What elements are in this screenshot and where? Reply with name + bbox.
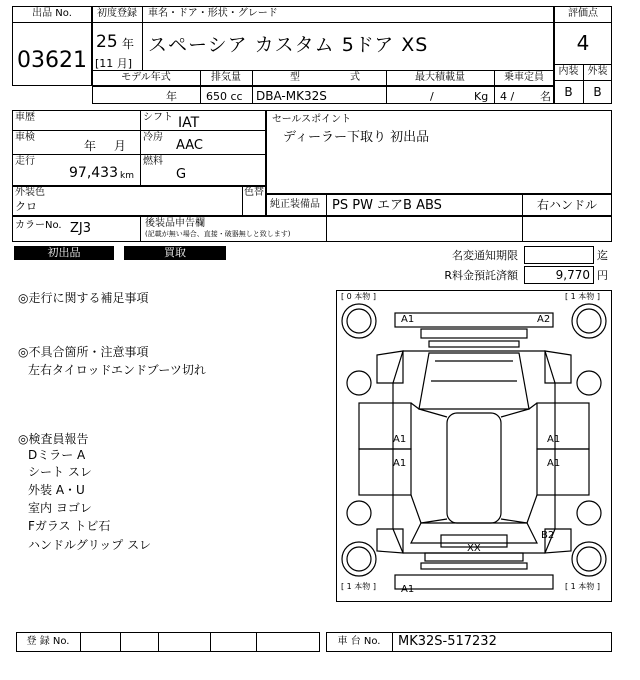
mileage-unit: km <box>120 171 134 181</box>
exterior-label: 外装 <box>587 66 608 77</box>
recycle-label: R料金預託済額 <box>444 269 518 282</box>
damage-mark-rear-center: XX <box>467 543 481 554</box>
bracket-top-right: [ 1 本物 ] <box>565 292 600 301</box>
purchase-badge: 買取 <box>124 246 226 260</box>
shaken-label: 車検 <box>15 132 35 143</box>
inspector-line: Fガラス トビ石 <box>28 519 111 533</box>
car-diagram-drawing <box>337 291 611 601</box>
fuel-value: G <box>176 167 187 182</box>
damage-mark-rear-bumper: A1 <box>401 584 415 595</box>
displacement-label: 排気量 <box>211 72 241 83</box>
exterior-grade: B <box>593 85 602 99</box>
lot-number-label: 出品 No. <box>32 8 72 19</box>
inspector-line: 外装 A・U <box>28 483 85 497</box>
mileage: 97,433 <box>69 165 118 181</box>
lot-number: 03621 <box>17 48 87 73</box>
shift-label: シフト <box>143 112 173 123</box>
color-value: クロ <box>15 200 37 213</box>
color-change-label: 色替 <box>244 187 264 198</box>
color-no: ZJ3 <box>70 221 92 236</box>
interior-label: 内装 <box>558 66 579 77</box>
damage-mark-right-door-rear: A1 <box>547 458 561 469</box>
registration-year: 25 <box>96 32 118 52</box>
capacity: 4 / <box>500 90 515 103</box>
shaken-value: 年 月 <box>84 139 126 153</box>
damage-mark-left-door-rear: A1 <box>393 458 407 469</box>
color-label: 外装色 <box>15 187 45 198</box>
capacity-unit: 名 <box>540 90 551 103</box>
max-load-slash: / <box>430 90 434 103</box>
registration-number-label: 登 録 No. <box>26 636 70 647</box>
inspector-line: シート スレ <box>28 465 92 479</box>
color-no-label: カラーNo. <box>15 220 62 231</box>
first-registration-label: 初度登録 <box>97 8 137 19</box>
type-label: 型 <box>290 72 300 83</box>
equipment: PS PW エアB ABS <box>332 198 442 213</box>
car-name: スペーシア カスタム 5ドア XS <box>148 34 429 56</box>
bracket-top-left: [ 0 本物 ] <box>341 292 376 301</box>
damage-mark-left-door-front: A1 <box>393 434 407 445</box>
equipment-label: 純正装備品 <box>270 199 320 210</box>
year-unit: 年 <box>122 37 135 51</box>
defects-text: 左右タイロッドエンドブーツ切れ <box>28 363 206 377</box>
name-change-unit: 迄 <box>597 249 608 262</box>
first-listing-badge: 初出品 <box>14 246 114 260</box>
ac-label: 冷房 <box>143 132 163 143</box>
max-load-unit: Kg <box>474 90 489 103</box>
car-diagram <box>336 290 612 602</box>
model-type: DBA-MK32S <box>256 89 327 103</box>
driving-notes-title: ◎走行に関する補足事項 <box>18 291 149 305</box>
type-label-2: 式 <box>350 72 360 83</box>
model-year-unit: 年 <box>166 90 177 103</box>
inspector-title: ◎検査員報告 <box>18 432 89 446</box>
name-change-label: 名変通知期限 <box>452 249 518 262</box>
fuel-label: 燃料 <box>143 156 163 167</box>
model-year-label: モデル年式 <box>121 72 171 83</box>
interior-grade: B <box>564 85 573 99</box>
score-value: 4 <box>576 31 590 55</box>
inspector-line: ハンドルグリップ スレ <box>28 538 152 552</box>
shift-value: IAT <box>178 115 200 131</box>
bracket-bottom-right: [ 1 本物 ] <box>565 582 600 591</box>
damage-mark-right-door-front: A1 <box>547 434 561 445</box>
aftermarket-label: 後装品申告欄 <box>145 218 205 229</box>
displacement: 650 cc <box>206 90 243 103</box>
car-name-label: 車名・ドア・形状・グレード <box>148 8 278 19</box>
name-change-box <box>524 246 594 264</box>
recycle-value: 9,770 <box>555 268 590 282</box>
color-box <box>12 186 266 216</box>
capacity-label: 乗車定員 <box>504 72 544 83</box>
max-load-label: 最大積載量 <box>415 72 465 83</box>
inspector-line: Dミラー A <box>28 448 86 462</box>
damage-mark-front-left: A1 <box>401 314 415 325</box>
damage-mark-rear-right: B2 <box>541 530 555 541</box>
history-label: 車歴 <box>15 112 35 123</box>
sales-point-label: セールスポイント <box>272 114 352 125</box>
defects-title: ◎不具合箇所・注意事項 <box>18 345 149 359</box>
recycle-unit: 円 <box>597 269 608 282</box>
chassis-number: MK32S-517232 <box>398 634 497 649</box>
bracket-bottom-left: [ 1 本物 ] <box>341 582 376 591</box>
mileage-label: 走行 <box>15 156 35 167</box>
chassis-number-label: 車 台 No. <box>337 636 381 647</box>
sales-point: ディーラー下取り 初出品 <box>283 130 430 145</box>
ac-value: AAC <box>176 138 203 153</box>
registration-month: [11 月] <box>95 57 133 70</box>
score-label: 評価点 <box>568 8 598 19</box>
inspector-line: 室内 ヨゴレ <box>28 501 92 515</box>
steering: 右ハンドル <box>536 198 597 212</box>
damage-mark-front-right: A2 <box>537 314 551 325</box>
aftermarket-note: (記載が無い場合、直接・破器無しと致します) <box>145 230 291 238</box>
